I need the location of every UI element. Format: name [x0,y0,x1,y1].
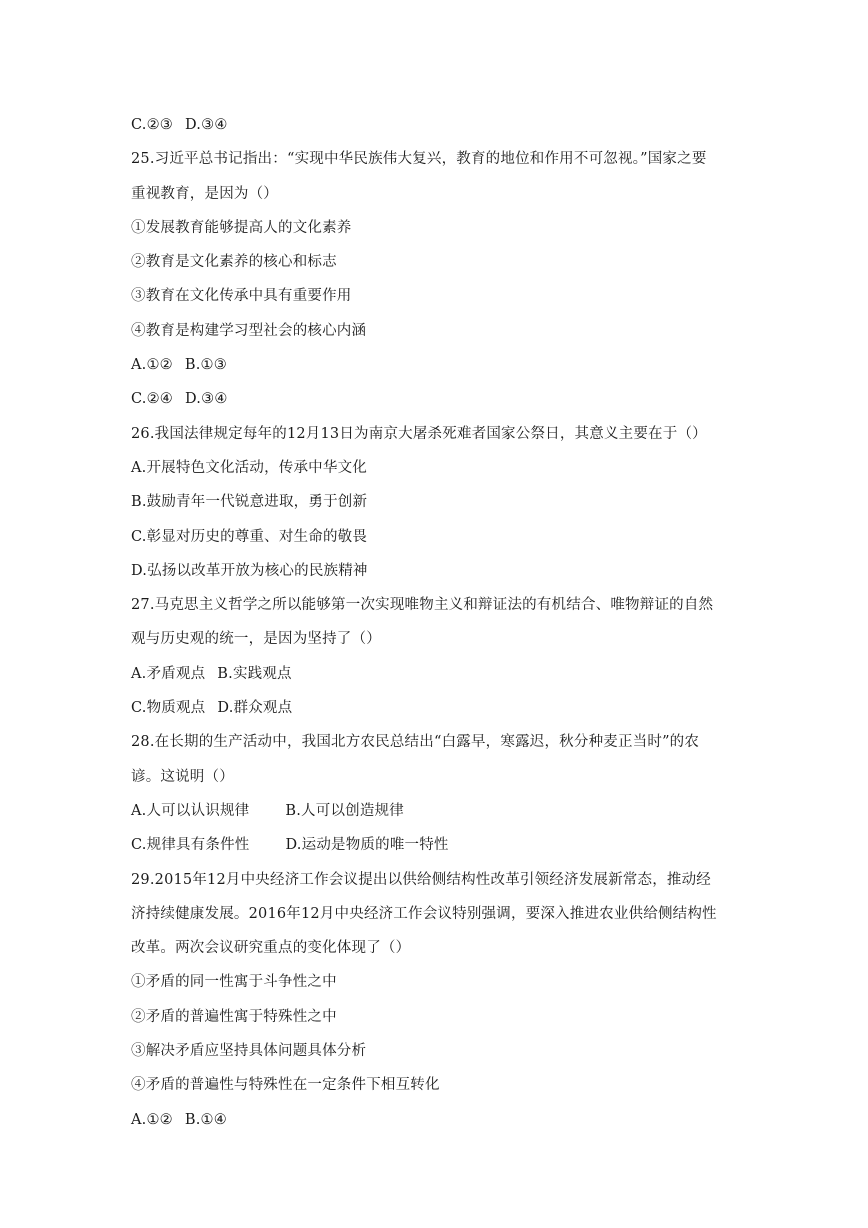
statement-1: ①发展教育能够提高人的文化素养 [131,219,352,236]
option-b: B.人可以创造规律 [285,802,404,819]
option-a: A.开展特色文化活动，传承中华文化 [131,459,367,476]
option-c: C.②③ [131,117,173,133]
option-b: B.实践观点 [217,665,292,682]
statement-4: ④教育是构建学习型社会的核心内涵 [131,322,367,339]
option-d: D.③④ [185,391,228,408]
option-b: B.①③ [184,357,227,374]
option-b: B.①④ [184,1111,227,1128]
statement-4: ④矛盾的普遍性与特殊性在一定条件下相互转化 [131,1077,440,1094]
option-c: C.②④ [131,391,173,408]
option-d: D.运动是物质的唯一特性 [285,837,449,854]
option-d: D.群众观点 [217,700,293,717]
question-28-stem: 28.在长期的生产活动中，我国北方农民总结出“白露早，寒露迟，秋分种麦正当时”的农 [131,734,700,751]
option-row [131,657,741,691]
question-27-stem: 27.马克思主义哲学之所以能够第一次实现唯物主义和辩证法的有机结合、唯物辩证的自然 [131,597,714,614]
question-26-stem: 26.我国法律规定每年的12月13日为南京大屠杀死难者国家公祭日，其意义主要在于（） [131,425,707,442]
option-row [131,382,741,416]
option-d: D.③④ [185,117,228,133]
statement-1: ①矛盾的同一性寓于斗争性之中 [131,974,337,991]
option-b: B.鼓励青年一代锐意进取，勇于创新 [131,494,368,511]
question-25-stem: 25.习近平总书记指出：“实现中华民族伟大复兴，教育的地位和作用不可忽视。”国家之要 [131,151,707,168]
option-row [131,794,741,828]
option-row [131,348,741,382]
option-a: A.矛盾观点 [131,665,206,682]
question-27-stem-cont: 观与历史观的统一，是因为坚持了（） [131,631,381,648]
option-c: C.彰显对历史的尊重、对生命的敬畏 [131,528,368,545]
statement-2: ②矛盾的普遍性寓于特殊性之中 [131,1008,337,1025]
option-row [131,108,741,142]
option-a: A.①② [131,357,173,374]
option-d: D.弘扬以改革开放为核心的民族精神 [131,562,368,579]
option-row [131,1103,741,1137]
option-a: A.人可以认识规律 [131,802,250,819]
statement-2: ②教育是文化素养的核心和标志 [131,254,337,271]
question-28-stem-cont: 谚。这说明（） [131,768,234,785]
option-c: C.物质观点 [131,700,206,717]
document-page [131,108,741,1137]
option-a: A.①② [131,1111,173,1128]
question-29-stem: 29.2015年12月中央经济工作会议提出以供给侧结构性改革引领经济发展新常态，推动经 [131,871,712,888]
option-row [131,691,741,725]
question-29-stem-cont: 改革。两次会议研究重点的变化体现了（） [131,940,411,957]
statement-3: ③教育在文化传承中具有重要作用 [131,288,352,305]
question-25-stem-cont: 重视教育，是因为（） [131,185,278,202]
option-c: C.规律具有条件性 [131,837,250,854]
option-row [131,828,741,862]
question-29-stem-cont: 济持续健康发展。2016年12月中央经济工作会议特别强调，要深入推进农业供给侧结构性 [131,905,717,922]
statement-3: ③解决矛盾应坚持具体问题具体分析 [131,1043,367,1060]
